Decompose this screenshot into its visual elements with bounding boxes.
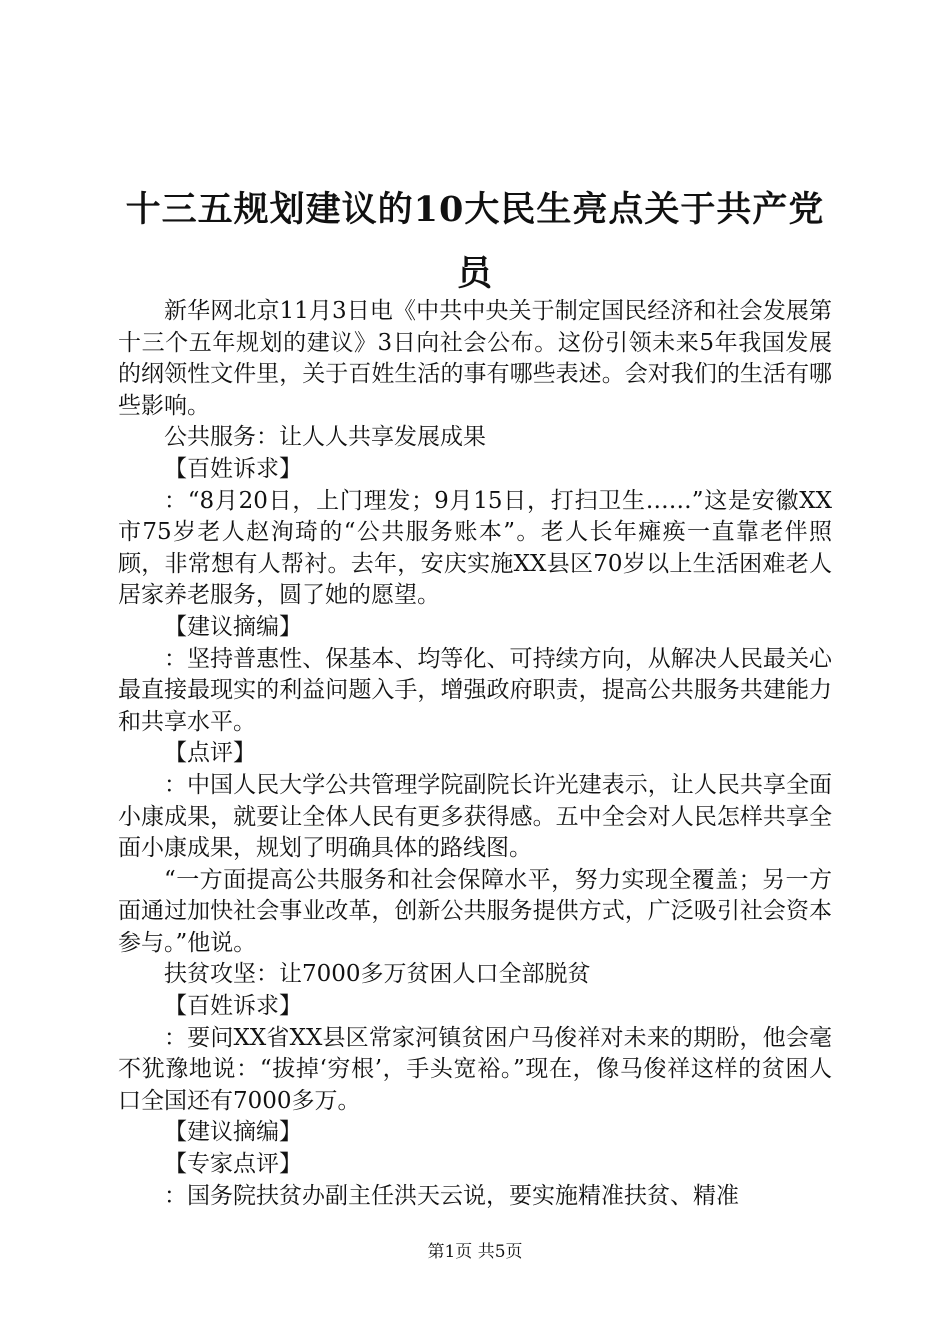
body-paragraph: ：要问XX省XX县区常家河镇贫困户马俊祥对未来的期盼，他会毫不犹豫地说：“拔掉‘穷根’，手头宽裕。”现在，像马俊祥这样的贫困人口全国还有7000多万。: [118, 1024, 832, 1114]
subsection-label: 【建议摘编】: [164, 1119, 302, 1146]
subsection-label: 【建议摘编】: [164, 613, 302, 640]
subsection-label: 【点评】: [164, 740, 256, 767]
subsection-label: 【百姓诉求】: [164, 993, 302, 1020]
section-heading-public-service: 公共服务：让人人共享发展成果: [164, 424, 486, 451]
intro-paragraph: 新华网北京11月3日电《中共中央关于制定国民经济和社会发展第十三个五年规划的建议》3日向社会公布。这份引领未来5年我国发展的纲领性文件里，关于百姓生活的事有哪些表述。会对我们的生活有哪些影响。: [118, 298, 832, 419]
subsection-label: 【百姓诉求】: [164, 455, 302, 482]
section-heading-poverty: 扶贫攻坚：让7000多万贫困人口全部脱贫: [164, 961, 591, 988]
body-paragraph: ：国务院扶贫办副主任洪天云说，要实施精准扶贫、精准: [164, 1182, 739, 1209]
body-paragraph: ：坚持普惠性、保基本、均等化、可持续方向，从解决人民最关心最直接最现实的利益问题入手，增强政府职责，提高公共服务共建能力和共享水平。: [118, 645, 832, 735]
body-paragraph: ：中国人民大学公共管理学院副院长许光建表示，让人民共享全面小康成果，就要让全体人民有更多获得感。五中全会对人民怎样共享全面小康成果，规划了明确具体的路线图。: [118, 771, 832, 862]
document-title: 十三五规划建议的10大民生亮点关于共产党员: [125, 189, 825, 294]
body-paragraph: ：“8月20日，上门理发；9月15日，打扫卫生……”这是安徽XX市75岁老人赵洵琦的“公共服务账本”。老人长年瘫痪一直靠老伴照顾，非常想有人帮衬。去年，安庆实施XX县区70岁以上生活困难老人居家养老服务，圆了她的愿望。: [118, 487, 832, 609]
quote-paragraph: “一方面提高公共服务和社会保障水平，努力实现全覆盖；另一方面通过加快社会事业改革，创新公共服务提供方式，广泛吸引社会资本参与。”他说。: [118, 866, 832, 956]
page-footer: 第1页 共5页: [427, 1242, 523, 1262]
subsection-label: 【专家点评】: [164, 1151, 302, 1178]
document-body: [118, 296, 832, 1212]
